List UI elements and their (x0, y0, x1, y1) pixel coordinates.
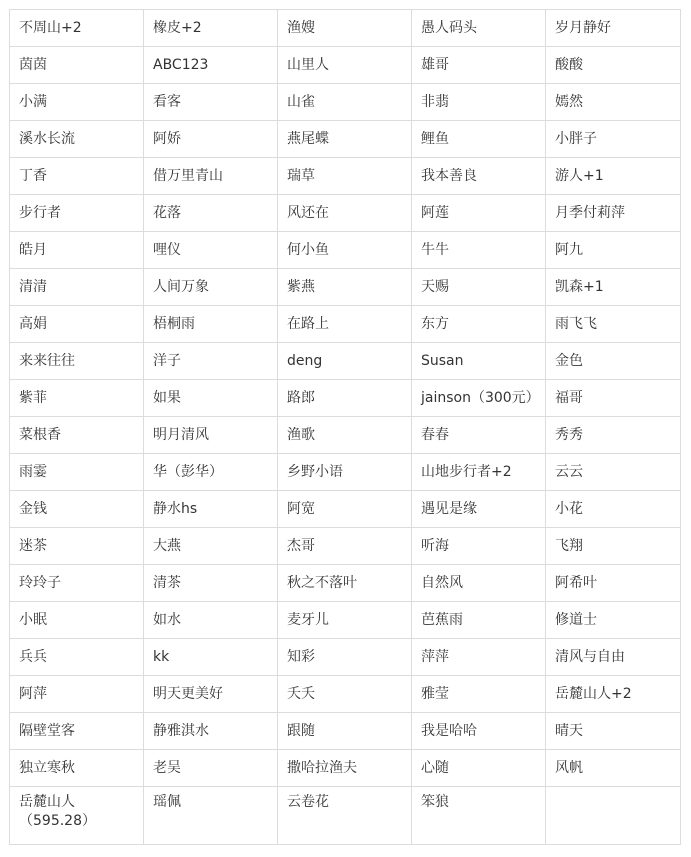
table-cell: kk (144, 639, 278, 676)
table-cell: deng (278, 343, 412, 380)
table-cell: 清茶 (144, 565, 278, 602)
table-cell: 阿宽 (278, 491, 412, 528)
table-cell: 橡皮+2 (144, 10, 278, 47)
table-cell: 兵兵 (10, 639, 144, 676)
table-cell: 酸酸 (546, 47, 681, 84)
table-cell: 阿希叶 (546, 565, 681, 602)
table-cell: 静水hs (144, 491, 278, 528)
table-cell (546, 787, 681, 845)
table-cell: 萍萍 (412, 639, 546, 676)
table-cell: 非翡 (412, 84, 546, 121)
table-cell: 路郎 (278, 380, 412, 417)
table-cell: 我是哈哈 (412, 713, 546, 750)
table-row (10, 713, 681, 750)
table-cell: 燕尾蝶 (278, 121, 412, 158)
table-cell: 知彩 (278, 639, 412, 676)
table-cell: 金钱 (10, 491, 144, 528)
table-row (10, 528, 681, 565)
table-cell: 玲玲子 (10, 565, 144, 602)
table-cell: 来来往往 (10, 343, 144, 380)
table-row (10, 417, 681, 454)
table-cell: 风帆 (546, 750, 681, 787)
table-cell: 麦牙儿 (278, 602, 412, 639)
table-row (10, 47, 681, 84)
table-row (10, 306, 681, 343)
table-cell: 雨飞飞 (546, 306, 681, 343)
table-row (10, 639, 681, 676)
table-cell: 春春 (412, 417, 546, 454)
table-cell: 茵茵 (10, 47, 144, 84)
table-cell: 雅莹 (412, 676, 546, 713)
table-cell: 愚人码头 (412, 10, 546, 47)
table-cell: 阿九 (546, 232, 681, 269)
table-cell: 渔歌 (278, 417, 412, 454)
table-cell: 如果 (144, 380, 278, 417)
table-cell: 雨霎 (10, 454, 144, 491)
table-cell: 花落 (144, 195, 278, 232)
table-cell: 借万里青山 (144, 158, 278, 195)
table-cell: 秋之不落叶 (278, 565, 412, 602)
table-row (10, 565, 681, 602)
table-cell: 在路上 (278, 306, 412, 343)
table-cell: 紫燕 (278, 269, 412, 306)
table-cell: 秀秀 (546, 417, 681, 454)
table-cell: 清清 (10, 269, 144, 306)
table-cell: 迷茶 (10, 528, 144, 565)
table-cell: 瑶佩 (144, 787, 278, 845)
table-cell: 跟随 (278, 713, 412, 750)
table-cell: 如水 (144, 602, 278, 639)
table-cell: 小胖子 (546, 121, 681, 158)
table-cell: 丁香 (10, 158, 144, 195)
table-body (10, 10, 681, 845)
table-cell: 清风与自由 (546, 639, 681, 676)
table-cell: 隔壁堂客 (10, 713, 144, 750)
table-cell: 明天更美好 (144, 676, 278, 713)
table-cell: 老吴 (144, 750, 278, 787)
table-cell: 渔嫂 (278, 10, 412, 47)
table-cell: 山地步行者+2 (412, 454, 546, 491)
table-cell: 听海 (412, 528, 546, 565)
table-cell: 阿莲 (412, 195, 546, 232)
table-cell: 溪水长流 (10, 121, 144, 158)
table-cell: 金色 (546, 343, 681, 380)
table-cell: 人间万象 (144, 269, 278, 306)
table-cell: 岳麓山人+2 (546, 676, 681, 713)
table-cell: 看客 (144, 84, 278, 121)
table-cell: 心随 (412, 750, 546, 787)
table-row (10, 195, 681, 232)
table-cell: 静雅淇水 (144, 713, 278, 750)
table-row (10, 491, 681, 528)
table-row (10, 232, 681, 269)
table-row (10, 158, 681, 195)
table-cell: 牛牛 (412, 232, 546, 269)
table-cell: 高娟 (10, 306, 144, 343)
table-cell: 笨狼 (412, 787, 546, 845)
table-cell: 小花 (546, 491, 681, 528)
table-cell: 遇见是缘 (412, 491, 546, 528)
table-cell: 瑞草 (278, 158, 412, 195)
table-cell: 福哥 (546, 380, 681, 417)
table-row (10, 454, 681, 491)
table-cell: 紫菲 (10, 380, 144, 417)
table-cell: 菜根香 (10, 417, 144, 454)
table-row (10, 750, 681, 787)
table-row (10, 602, 681, 639)
table-row (10, 121, 681, 158)
table-cell: 洋子 (144, 343, 278, 380)
table-cell: 阿萍 (10, 676, 144, 713)
table-cell: 哩仪 (144, 232, 278, 269)
table-cell: 晴天 (546, 713, 681, 750)
table-cell: 嫣然 (546, 84, 681, 121)
donor-name-table (9, 9, 681, 845)
table-row (10, 787, 681, 845)
table-row (10, 380, 681, 417)
table-cell: Susan (412, 343, 546, 380)
table-cell: 乡野小语 (278, 454, 412, 491)
table-cell: 芭蕉雨 (412, 602, 546, 639)
table-cell: 山里人 (278, 47, 412, 84)
table-cell: jainson（300元） (412, 380, 546, 417)
table-cell: 杰哥 (278, 528, 412, 565)
table-cell: 独立寒秋 (10, 750, 144, 787)
table-row (10, 84, 681, 121)
table-cell: 山雀 (278, 84, 412, 121)
table-cell: 明月清风 (144, 417, 278, 454)
table-cell: 小满 (10, 84, 144, 121)
table-cell: 夭夭 (278, 676, 412, 713)
table-cell: 不周山+2 (10, 10, 144, 47)
table-row (10, 10, 681, 47)
table-cell: 修道士 (546, 602, 681, 639)
cell-text-line1: 岳麓山人 (19, 794, 75, 810)
table-cell: 何小鱼 (278, 232, 412, 269)
cell-text-line2: （595.28） (19, 813, 96, 829)
table-cell: 风还在 (278, 195, 412, 232)
table-cell: 月季付莉萍 (546, 195, 681, 232)
table-cell: 云云 (546, 454, 681, 491)
table-cell: 雄哥 (412, 47, 546, 84)
table-cell: 鲤鱼 (412, 121, 546, 158)
table-cell: 华（彭华） (144, 454, 278, 491)
table-cell: 撒哈拉渔夫 (278, 750, 412, 787)
table-cell: 自然风 (412, 565, 546, 602)
table-row (10, 676, 681, 713)
table-cell: 阿娇 (144, 121, 278, 158)
table-cell: 大燕 (144, 528, 278, 565)
table-cell: 梧桐雨 (144, 306, 278, 343)
table-cell: 飞翔 (546, 528, 681, 565)
table-cell: 天赐 (412, 269, 546, 306)
table-cell: 凯森+1 (546, 269, 681, 306)
table-cell: 岁月静好 (546, 10, 681, 47)
table-cell: ABC123 (144, 47, 278, 84)
table-cell: 小眠 (10, 602, 144, 639)
table-cell: 游人+1 (546, 158, 681, 195)
table-cell: 皓月 (10, 232, 144, 269)
table-cell (10, 787, 144, 845)
table-row (10, 269, 681, 306)
table-cell: 我本善良 (412, 158, 546, 195)
table-cell: 云卷花 (278, 787, 412, 845)
table-row (10, 343, 681, 380)
table-cell: 步行者 (10, 195, 144, 232)
table-cell: 东方 (412, 306, 546, 343)
donor-table-container (9, 9, 681, 845)
